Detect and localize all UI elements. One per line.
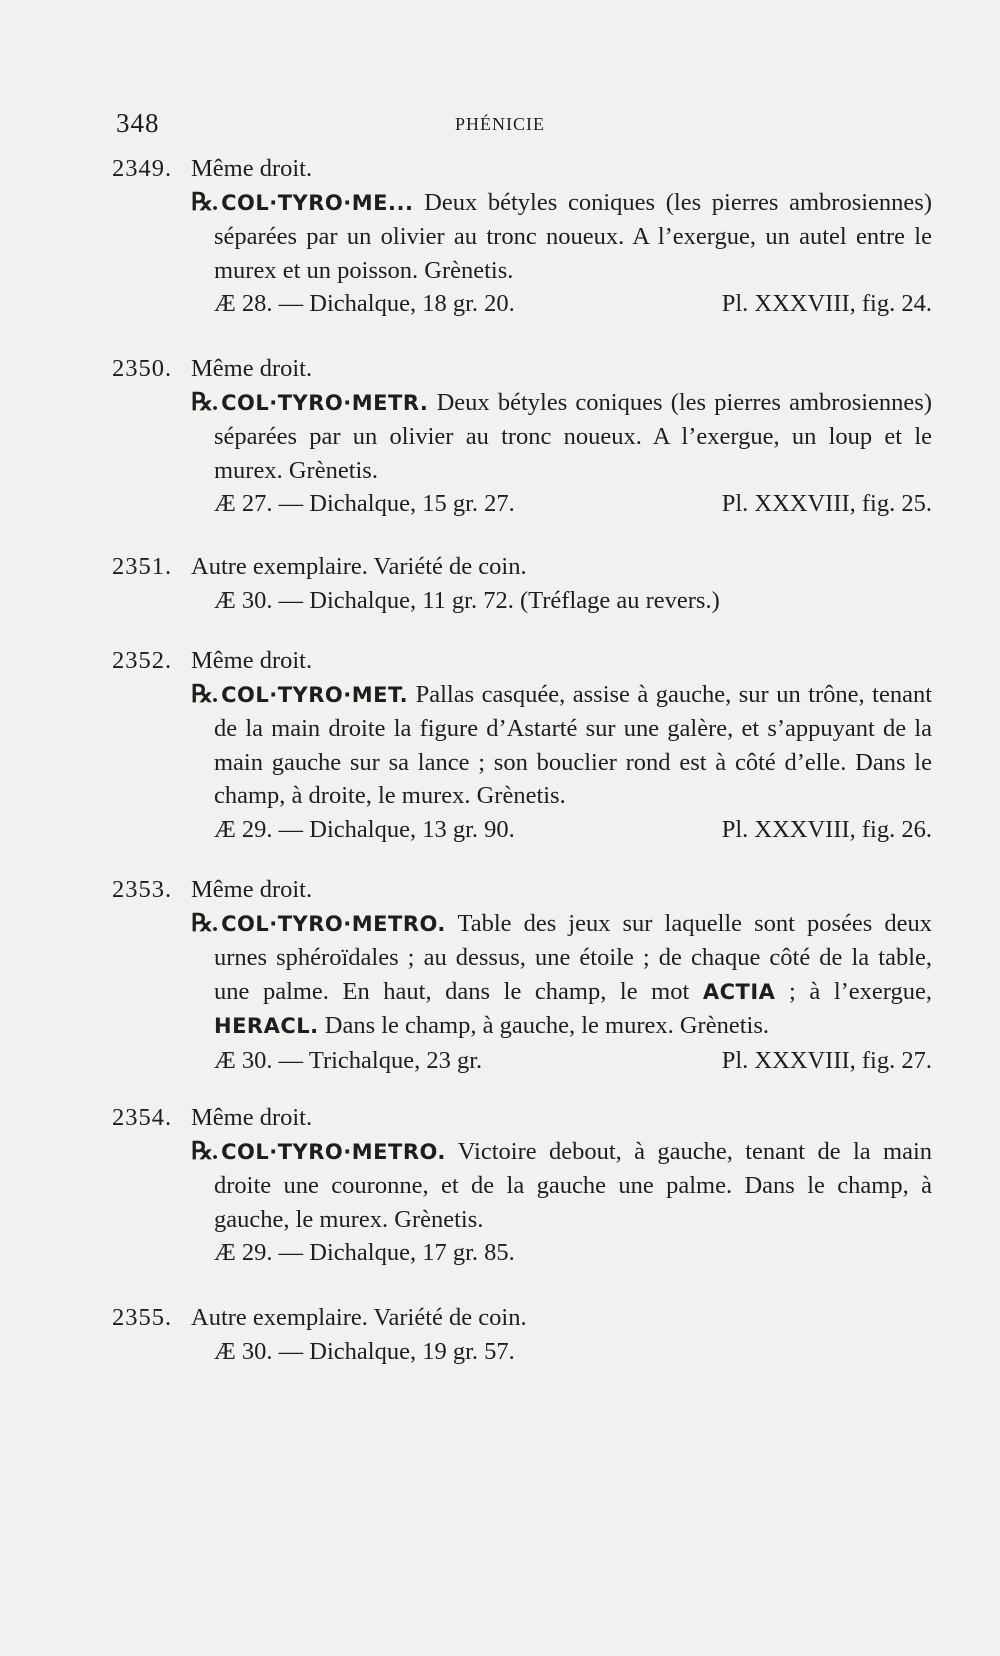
plate-reference: Pl. XXXVIII, fig. 25. [721,490,932,517]
entry-obverse: Même droit. [191,876,313,903]
coin-legend: COL·TYRO·METR. [221,390,429,415]
running-title: PHÉNICIE [455,114,545,134]
reverse-text: ; à l’exergue, [789,977,933,1005]
entry-metadata [214,487,932,521]
metal-weight: Æ 30. — Trichalque, 23 gr. [214,1046,483,1074]
entry-obverse: Même droit. [191,647,313,674]
catalog-entry-2355 [112,1301,932,1368]
catalog-entry-2352 [112,644,932,846]
reverse-symbol: ℞. [191,909,218,937]
coin-legend: COL·TYRO·MET. [221,682,409,707]
entry-metadata [214,287,932,321]
page-header [0,108,1000,144]
entry-metadata [214,1044,932,1078]
entry-reverse-description [191,907,932,1078]
catalog-entry-2351 [112,550,932,617]
entry-number: 2355. [112,1304,173,1331]
reverse-symbol: ℞. [191,1137,218,1165]
plate-reference: Pl. XXXVIII, fig. 24. [721,290,932,317]
metal-weight: Æ 28. — Dichalque, 18 gr. 20. [214,290,515,317]
metal-weight: Æ 27. — Dichalque, 15 gr. 27. [214,490,515,517]
entry-obverse: Autre exemplaire. Variété de coin. [191,553,527,580]
entry-number: 2349. [112,155,173,182]
entry-number: 2353. [112,876,173,903]
entry-reverse-description [191,1335,932,1369]
reverse-symbol: ℞. [191,188,218,216]
entry-number: 2352. [112,647,173,674]
coin-legend: COL·TYRO·METRO. [221,1139,446,1164]
entry-reverse-description [191,678,932,847]
entry-obverse: Même droit. [191,155,313,182]
reverse-text: Pallas casquée, assise à gauche, sur un trône, tenant de la main droite la figure d’Astarté sur une galère, et s’appuyant de la main gauche sur sa lance ; son bouclier rond est à côté d’elle. Dans le champ, à droite, le murex. Grènetis. [214,680,933,809]
reverse-text: Deux bétyles coniques (les pierres ambrosiennes) séparées par un olivier au tronc noueux. A l’exergue, un autel entre le murex et un poisson. Grènetis. [214,188,932,284]
reverse-text: Dans le champ, à gauche, le murex. Grènetis. [324,1012,769,1039]
catalog-entry-2349 [112,152,932,321]
reverse-text: Deux bétyles coniques (les pierres ambrosiennes) séparées par un olivier au tronc noueux. A l’exergue, un loup et le murex. Grènetis. [214,388,932,484]
entry-metadata [214,813,932,847]
catalog-entry-2353 [112,873,932,1077]
entry-number: 2354. [112,1104,173,1131]
metal-weight: Æ 29. — Dichalque, 17 gr. 85. [214,1239,515,1266]
metal-weight: Æ 30. — Dichalque, 19 gr. 57. [214,1337,515,1365]
entry-metadata [214,1335,932,1369]
entry-metadata [214,1236,932,1270]
plate-reference: Pl. XXXVIII, fig. 26. [721,815,932,843]
entry-obverse: Autre exemplaire. Variété de coin. [191,1304,527,1331]
entry-reverse-description [191,186,932,321]
catalog-entry-2350 [112,352,932,521]
page-number: 348 [116,108,160,138]
entry-reverse-description [191,1135,932,1270]
reverse-symbol: ℞. [191,388,218,416]
reverse-text: Table des jeux sur laquelle sont posées deux urnes sphéroïdales ; au dessus, une étoile ; de chaque côté de la table, une palme. En haut, dans le champ, le mot [214,909,932,1005]
entry-number: 2351. [112,553,173,580]
entry-obverse: Même droit. [191,1104,313,1131]
entry-obverse: Même droit. [191,355,313,382]
catalog-entry-2354 [112,1101,932,1270]
plate-reference: Pl. XXXVIII, fig. 27. [721,1046,932,1074]
coin-legend: COL·TYRO·ME... [221,190,414,215]
coin-legend-heracl: HERACL. [214,1014,319,1038]
metal-weight: Æ 30. — Dichalque, 11 gr. 72. (Tréflage au revers.) [214,586,720,614]
entry-reverse-description [191,584,932,618]
coin-legend-actia: ACTIA [702,979,776,1004]
reverse-text: Victoire debout, à gauche, tenant de la main droite une couronne, et de la gauche une palme. Dans le champ, à gauche, le murex. Grènetis. [214,1137,933,1233]
entry-number: 2350. [112,355,173,382]
entry-reverse-description [191,386,932,521]
metal-weight: Æ 29. — Dichalque, 13 gr. 90. [214,815,515,843]
entry-metadata [214,584,932,618]
reverse-symbol: ℞. [191,680,218,708]
coin-legend: COL·TYRO·METRO. [221,911,446,936]
